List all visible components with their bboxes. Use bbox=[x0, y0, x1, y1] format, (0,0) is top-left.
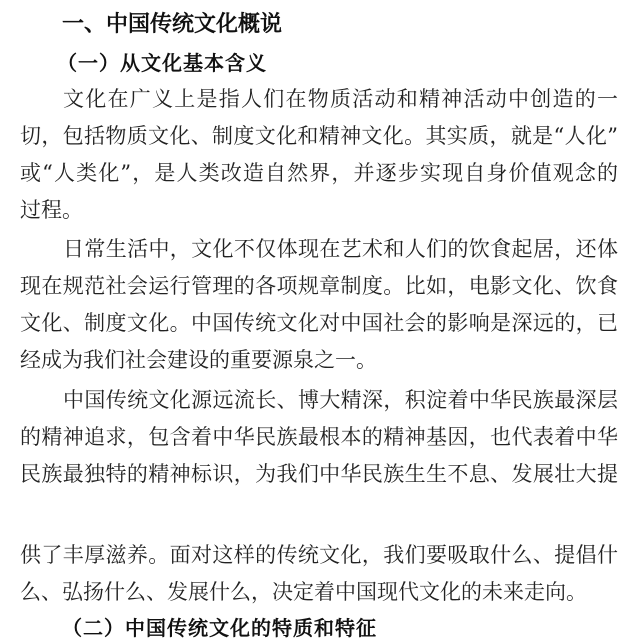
section-heading-2: （二）中国传统文化的特质和特征 bbox=[62, 616, 377, 640]
text-line: 民族最独特的精神标识，为我们中华民族生生不息、发展壮大提 bbox=[20, 462, 618, 486]
text-line: 或“人类化”，是人类改造自然界，并逐步实现自身价值观念的 bbox=[20, 161, 618, 185]
text-line: 过程。 bbox=[20, 198, 83, 222]
section-heading-1: （一）从文化基本含义 bbox=[57, 51, 267, 75]
text-line: 文化、制度文化。中国传统文化对中国社会的影响是深远的，已 bbox=[20, 311, 618, 335]
text-line: 文化在广义上是指人们在物质活动和精神活动中创造的一 bbox=[63, 87, 618, 111]
text-line: 经成为我们社会建设的重要源泉之一。 bbox=[20, 348, 377, 372]
text-line: 供了丰厚滋养。面对这样的传统文化，我们要吸取什么、提倡什 bbox=[20, 543, 618, 567]
text-line: 中国传统文化源远流长、博大精深，积淀着中华民族最深层 bbox=[63, 388, 618, 412]
text-line: 现在规范社会运行管理的各项规章制度。比如，电影文化、饮食 bbox=[20, 274, 618, 298]
heading-level-1: 一、中国传统文化概说 bbox=[62, 12, 283, 37]
text-line: 日常生活中，文化不仅体现在艺术和人们的饮食起居，还体 bbox=[63, 237, 618, 261]
text-line: 么、弘扬什么、发展什么，决定着中国现代文化的未来走向。 bbox=[20, 580, 587, 604]
text-line: 的精神追求，包含着中华民族最根本的精神基因，也代表着中华 bbox=[20, 425, 618, 449]
text-line: 切，包括物质文化、制度文化和精神文化。其实质，就是“人化” bbox=[20, 124, 618, 148]
